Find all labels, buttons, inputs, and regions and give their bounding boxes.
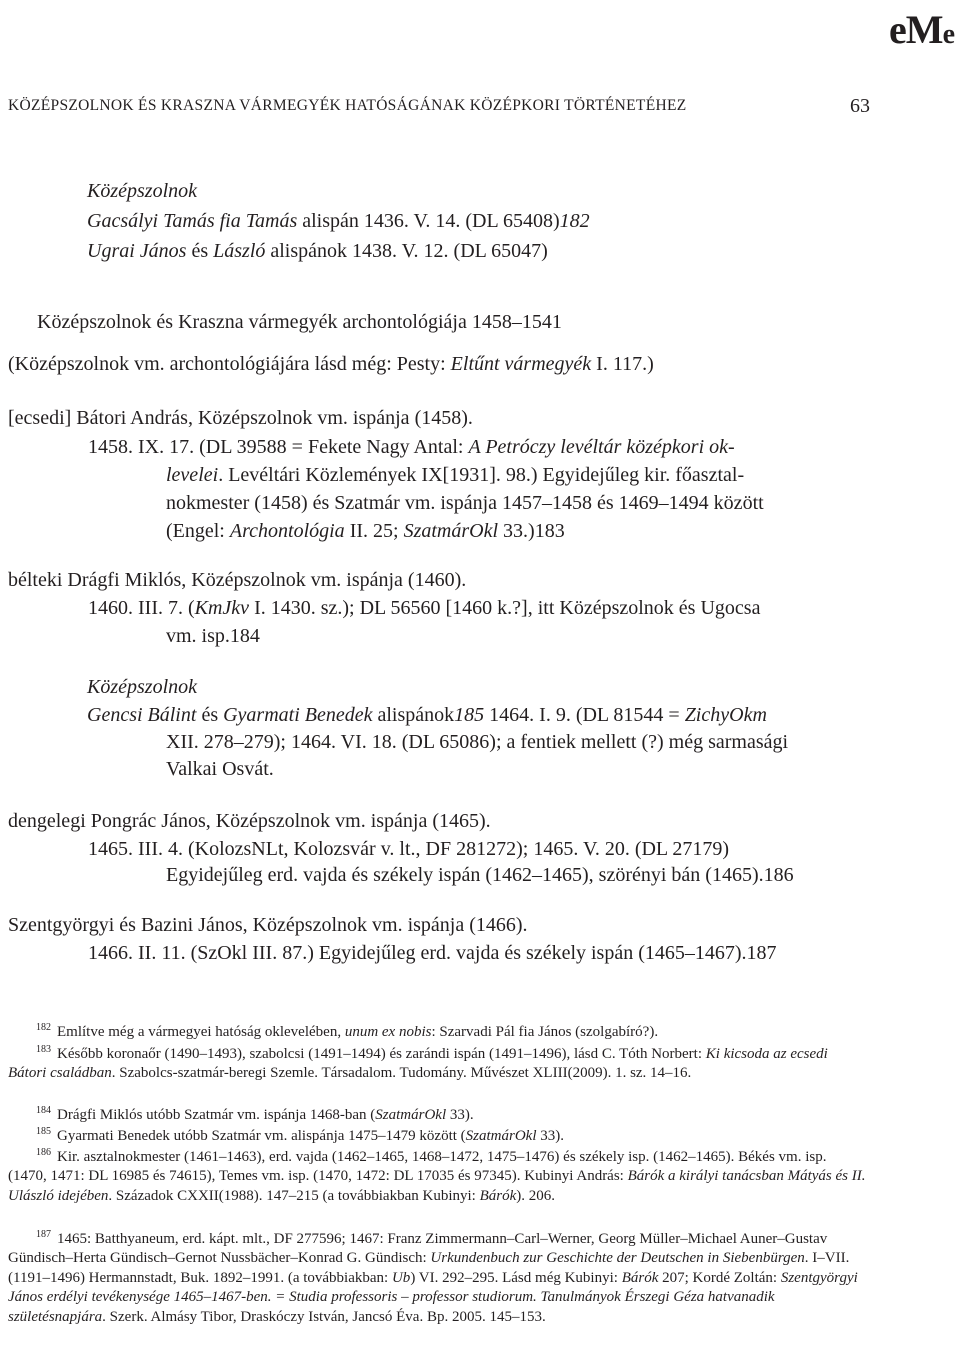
entry-dragfi-line2: 1460. III. 7. (KmJkv I. 1430. sz.); DL 56560 [1460 k.?], itt Középszolnok és Ugocsa bbox=[88, 597, 761, 619]
footnote-text: : Szarvadi Pál fia János (szolgabíró?). bbox=[431, 1024, 659, 1040]
entry-szentgyorgyi-line2: 1466. II. 11. (SzOkl III. 87.) Egyidejűleg erd. vajda és székely ispán (1465–1467).187 bbox=[88, 942, 777, 964]
footnote-text: unum ex nobis bbox=[344, 1024, 432, 1040]
footnote-182 bbox=[8, 1018, 868, 1042]
section-title: Középszolnok és Kraszna vármegyék archontológiája 1458–1541 bbox=[37, 311, 562, 333]
block1-line2: Ugrai János és László alispánok 1438. V. 12. (DL 65047) bbox=[87, 240, 548, 262]
footnote-text: ) VI. 292–295. Lásd még Kubinyi: bbox=[410, 1269, 622, 1286]
footnote-text: . Századok CXXII(1988). 147–215 (a továbbiakban Kubinyi: bbox=[108, 1187, 480, 1204]
footnote-text: Bárók bbox=[621, 1269, 659, 1286]
footnote-text: Kir. asztalnokmester (1461–1463), erd. vajda (1462–1465, 1468–1472, 1475–1476) és székely isp. (1462–1465). Békés vm. isp. (1470, 1471: DL 16985 és 74615), Temes vm. isp. (1470, 1472: DL 17035 és 97345). Kubinyi András: bbox=[8, 1149, 827, 1185]
block2-line3: Valkai Osvát. bbox=[166, 758, 274, 780]
footnote-text: . Szabolcs-szatmár-beregi Szemle. Társadalom. Tudomány. Művészet XLIII(2009). 1. sz. 14–16. bbox=[111, 1065, 692, 1082]
footnote-number: 185 bbox=[36, 1126, 51, 1137]
footnote-number: 182 bbox=[36, 1022, 51, 1033]
footnote-text: Drágfi Miklós utóbb Szatmár vm. ispánja 1468-ban ( bbox=[57, 1107, 376, 1123]
entry-dragfi-line3: vm. isp.184 bbox=[166, 625, 260, 647]
footnote-text: Urkundenbuch zur Geschichte der Deutschen in Siebenbürgen bbox=[430, 1250, 805, 1267]
footnote-187 bbox=[8, 1225, 868, 1327]
footnote-text: 1465: Batthyaneum, erd. kápt. mlt., DF 277596; 1467: Franz Zimmermann–Carl–Werner, Georg Müller–Michael Auner–Gustav Gündisch–Herta Gündisch–Gernot Nussbächer–Konrad G. Gündisch: bbox=[8, 1231, 828, 1267]
entry-bator-line5: (Engel: Archontológia II. 25; SzatmárOkl 33.)183 bbox=[166, 520, 565, 542]
running-head: KÖZÉPSZOLNOK ÉS KRASZNA VÁRMEGYÉK HATÓSÁGÁNAK KÖZÉPKORI TÖRTÉNETÉHEZ bbox=[8, 97, 687, 114]
archontology-note: (Középszolnok vm. archontológiájára lásd még: Pesty: Eltűnt vármegyék I. 117.) bbox=[8, 353, 654, 375]
footnote-183 bbox=[8, 1040, 868, 1084]
entry-bator-line2: 1458. IX. 17. (DL 39588 = Fekete Nagy Antal: A Petróczy levéltár középkori ok- bbox=[88, 436, 735, 458]
entry-szentgyorgyi-heading: Szentgyörgyi és Bazini János, Középszolnok vm. ispánja (1466). bbox=[8, 914, 528, 936]
footnote-text: Ub bbox=[391, 1269, 411, 1286]
footnote-text: ). 206. bbox=[516, 1187, 555, 1204]
footnote-text: 33). bbox=[446, 1107, 474, 1123]
entry-bator-line3: levelei. Levéltári Közlemények IX[1931]. 98.) Egyidejűleg kir. főasztal- bbox=[166, 464, 745, 486]
footnote-text: 207; Kordé Zoltán: bbox=[658, 1269, 781, 1286]
footnote-text: Ki kicsoda az ecsedi Bátori családban bbox=[8, 1046, 828, 1082]
journal-logo: eMe bbox=[889, 7, 954, 52]
footnote-text: Említve még a vármegyei hatóság oklevelében, bbox=[57, 1024, 345, 1040]
block2-line2: XII. 278–279); 1464. VI. 18. (DL 65086); a fentiek mellett (?) még sarmasági bbox=[166, 731, 789, 753]
entry-dengelegi-heading: dengelegi Pongrác János, Középszolnok vm. ispánja (1465). bbox=[8, 810, 491, 832]
block2-line1: Gencsi Bálint és Gyarmati Benedek alispánok185 1464. I. 9. (DL 81544 = ZichyOkm bbox=[87, 704, 767, 726]
footnote-number: 183 bbox=[36, 1044, 51, 1055]
entry-dengelegi-line3: Egyidejűleg erd. vajda és székely ispán (1462–1465), szörényi bán (1465).186 bbox=[166, 864, 794, 886]
footnote-text: . Szerk. Almásy Tibor, Draskóczy István, Jancsó Éva. Bp. 2005. 145–153. bbox=[102, 1308, 546, 1325]
page-number: 63 bbox=[850, 95, 870, 117]
footnote-number: 184 bbox=[36, 1105, 51, 1116]
footnote-text: Bárók a királyi tanácsban Mátyás és II. Ulászló idejében bbox=[8, 1168, 866, 1204]
entry-bator-heading: [ecsedi] Bátori András, Középszolnok vm. ispánja (1458). bbox=[8, 407, 473, 429]
entry-bator-line4: nokmester (1458) és Szatmár vm. ispánja 1457–1458 és 1469–1494 között bbox=[166, 492, 764, 514]
footnote-text: . I–VII. (1191–1496) Hermannstadt, Buk. 1892–1991. (a továbbiakban: bbox=[8, 1250, 850, 1286]
footnote-number: 186 bbox=[36, 1147, 51, 1158]
entry-dragfi-heading: bélteki Drágfi Miklós, Középszolnok vm. ispánja (1460). bbox=[8, 569, 467, 591]
footnote-text: Bárók bbox=[479, 1187, 517, 1204]
footnote-186 bbox=[8, 1143, 868, 1206]
footnote-text: Gyarmati Benedek utóbb Szatmár vm. alispánja 1475–1479 között ( bbox=[57, 1128, 466, 1144]
footnote-text: 33). bbox=[536, 1128, 564, 1144]
block2-heading: Középszolnok bbox=[87, 676, 197, 698]
footnote-number: 187 bbox=[36, 1229, 51, 1240]
footnote-text: SzatmárOkl bbox=[465, 1128, 537, 1144]
entry-dengelegi-line2: 1465. III. 4. (KolozsNLt, Kolozsvár v. lt., DF 281272); 1465. V. 20. (DL 27179) bbox=[88, 838, 730, 860]
footnote-text: SzatmárOkl bbox=[375, 1107, 447, 1123]
block1-heading: Középszolnok bbox=[87, 180, 197, 202]
footnote-text: Később koronaőr (1490–1493), szabolcsi (1491–1494) és zarándi ispán (1491–1496), lásd C. Tóth Norbert: bbox=[57, 1046, 706, 1062]
block1-line1: Gacsályi Tamás fia Tamás alispán 1436. V. 14. (DL 65408)182 bbox=[87, 210, 590, 232]
footnote-text: Szentgyörgyi János erdélyi tevékenysége 1465–1467-ben. = Studia professoris – professor studiorum. Tanulmányok Érszegi Géza hatvanadik születésnapjára bbox=[8, 1269, 858, 1325]
